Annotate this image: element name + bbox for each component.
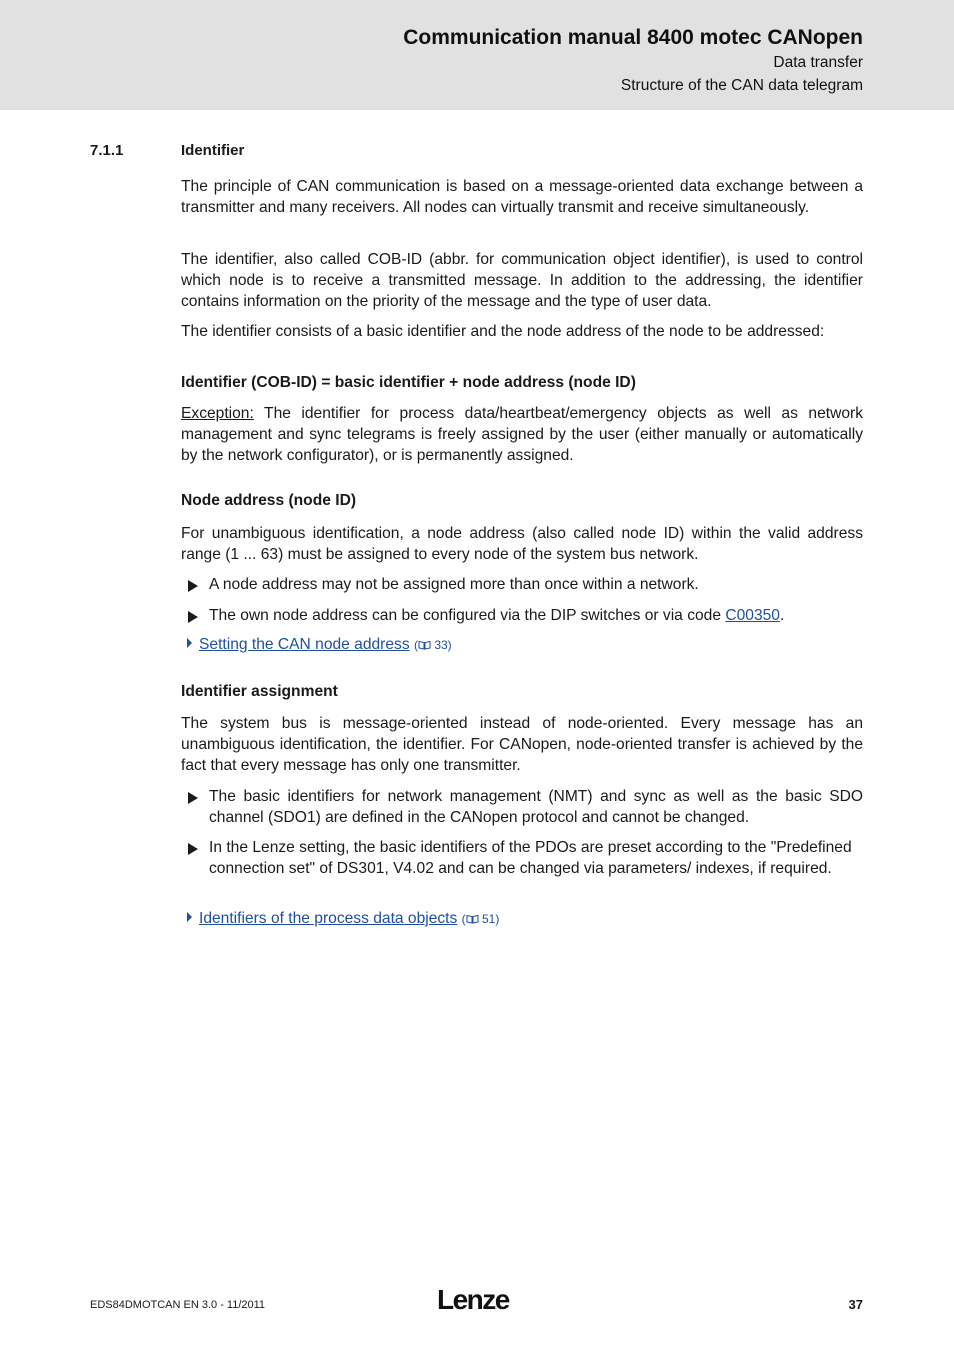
list-item [181, 787, 863, 829]
page-reference [414, 638, 452, 652]
list-item-text-pre: The own node address can be configured via the DIP switches or via code [209, 607, 726, 624]
intro-paragraph-2: The identifier, also called COB-ID (abbr. for communication object identifier), is used to control which node is to receive a transmitted message. In addition to the addressing, the identifier contains information on the priority of the message and the type of user data. [181, 251, 863, 310]
document-id: EDS84DMOTCAN EN 3.0 - 11/2011 [90, 1299, 266, 1311]
xref-setting-can-node-address[interactable] [187, 636, 452, 654]
xref-link[interactable]: Setting the CAN node address [199, 636, 410, 653]
book-icon [466, 914, 479, 924]
list-item-text-post: . [779, 607, 785, 624]
exception-text: The identifier for process data/heartbeat/emergency objects as well as network management and sync telegrams is freely assigned by the user (either manually or automatically by the network configurator), or is permanently assigned. [181, 405, 863, 464]
page-number: 37 [848, 1297, 863, 1312]
list-item [181, 575, 863, 596]
page-header [0, 0, 954, 110]
section-number: 7.1.1 [90, 142, 124, 159]
node-address-paragraph: For unambiguous identification, a node address (also called node ID) within the valid address range (1 ... 63) must be assigned to every node of the system bus network. [181, 525, 863, 563]
xref-arrow-icon [187, 638, 192, 648]
page-ref-open: ( [461, 912, 466, 926]
list-item [181, 606, 863, 627]
breadcrumb-section: Structure of the CAN data telegram [620, 77, 863, 94]
section-title: Identifier [181, 142, 245, 159]
book-icon [418, 640, 431, 650]
list-item-text: The basic identifiers for network management (NMT) and sync as well as the basic SDO channel (SDO1) are defined in the CANopen protocol and cannot be changed. [209, 788, 863, 826]
list-item-text: In the Lenze setting, the basic identifiers of the PDOs are preset according to the "Predefined connection set" of DS301, V4.02 and can be changed via parameters/ indexes, if required. [209, 839, 852, 877]
lenze-logo: Lenze [437, 1284, 509, 1315]
page-ref-number: 51) [478, 912, 500, 926]
intro-paragraph-3: The identifier consists of a basic identifier and the node address of the node to be addressed: [181, 323, 825, 340]
code-c00350-link[interactable]: C00350 [725, 607, 780, 624]
list-item-text: A node address may not be assigned more than once within a network. [209, 576, 699, 593]
identifier-assignment-heading: Identifier assignment [181, 683, 338, 700]
page-ref-number: 33) [431, 638, 452, 652]
exception-label: Exception: [181, 405, 254, 422]
intro-paragraph-1: The principle of CAN communication is based on a message-oriented data exchange between a transmitter and many receivers. All nodes can virtually transmit and receive simultaneously. [181, 178, 863, 216]
bullet-triangle-icon [188, 611, 198, 623]
list-item-text [209, 606, 863, 627]
node-address-heading: Node address (node ID) [181, 492, 357, 509]
bullet-triangle-icon [188, 580, 198, 592]
identifier-assignment-paragraph: The system bus is message-oriented instead of node-oriented. Every message has an unambiguous identification, the identifier. For CANopen, node-oriented transfer is achieved by the fact that every message has only one transmitter. [181, 715, 863, 774]
bullet-triangle-icon [188, 792, 198, 804]
page-ref-open: ( [414, 638, 418, 652]
xref-arrow-icon [187, 912, 192, 922]
document-title: Communication manual 8400 motec CANopen [403, 26, 863, 49]
xref-identifiers-process-data-objects[interactable] [187, 910, 499, 928]
bullet-triangle-icon [188, 843, 198, 855]
list-item [181, 838, 863, 880]
identifier-formula: Identifier (COB-ID) = basic identifier + node address (node ID) [181, 374, 636, 391]
breadcrumb-chapter: Data transfer [773, 54, 863, 71]
exception-paragraph [181, 404, 863, 466]
xref-link[interactable]: Identifiers of the process data objects [199, 910, 458, 927]
page-reference [462, 912, 500, 926]
